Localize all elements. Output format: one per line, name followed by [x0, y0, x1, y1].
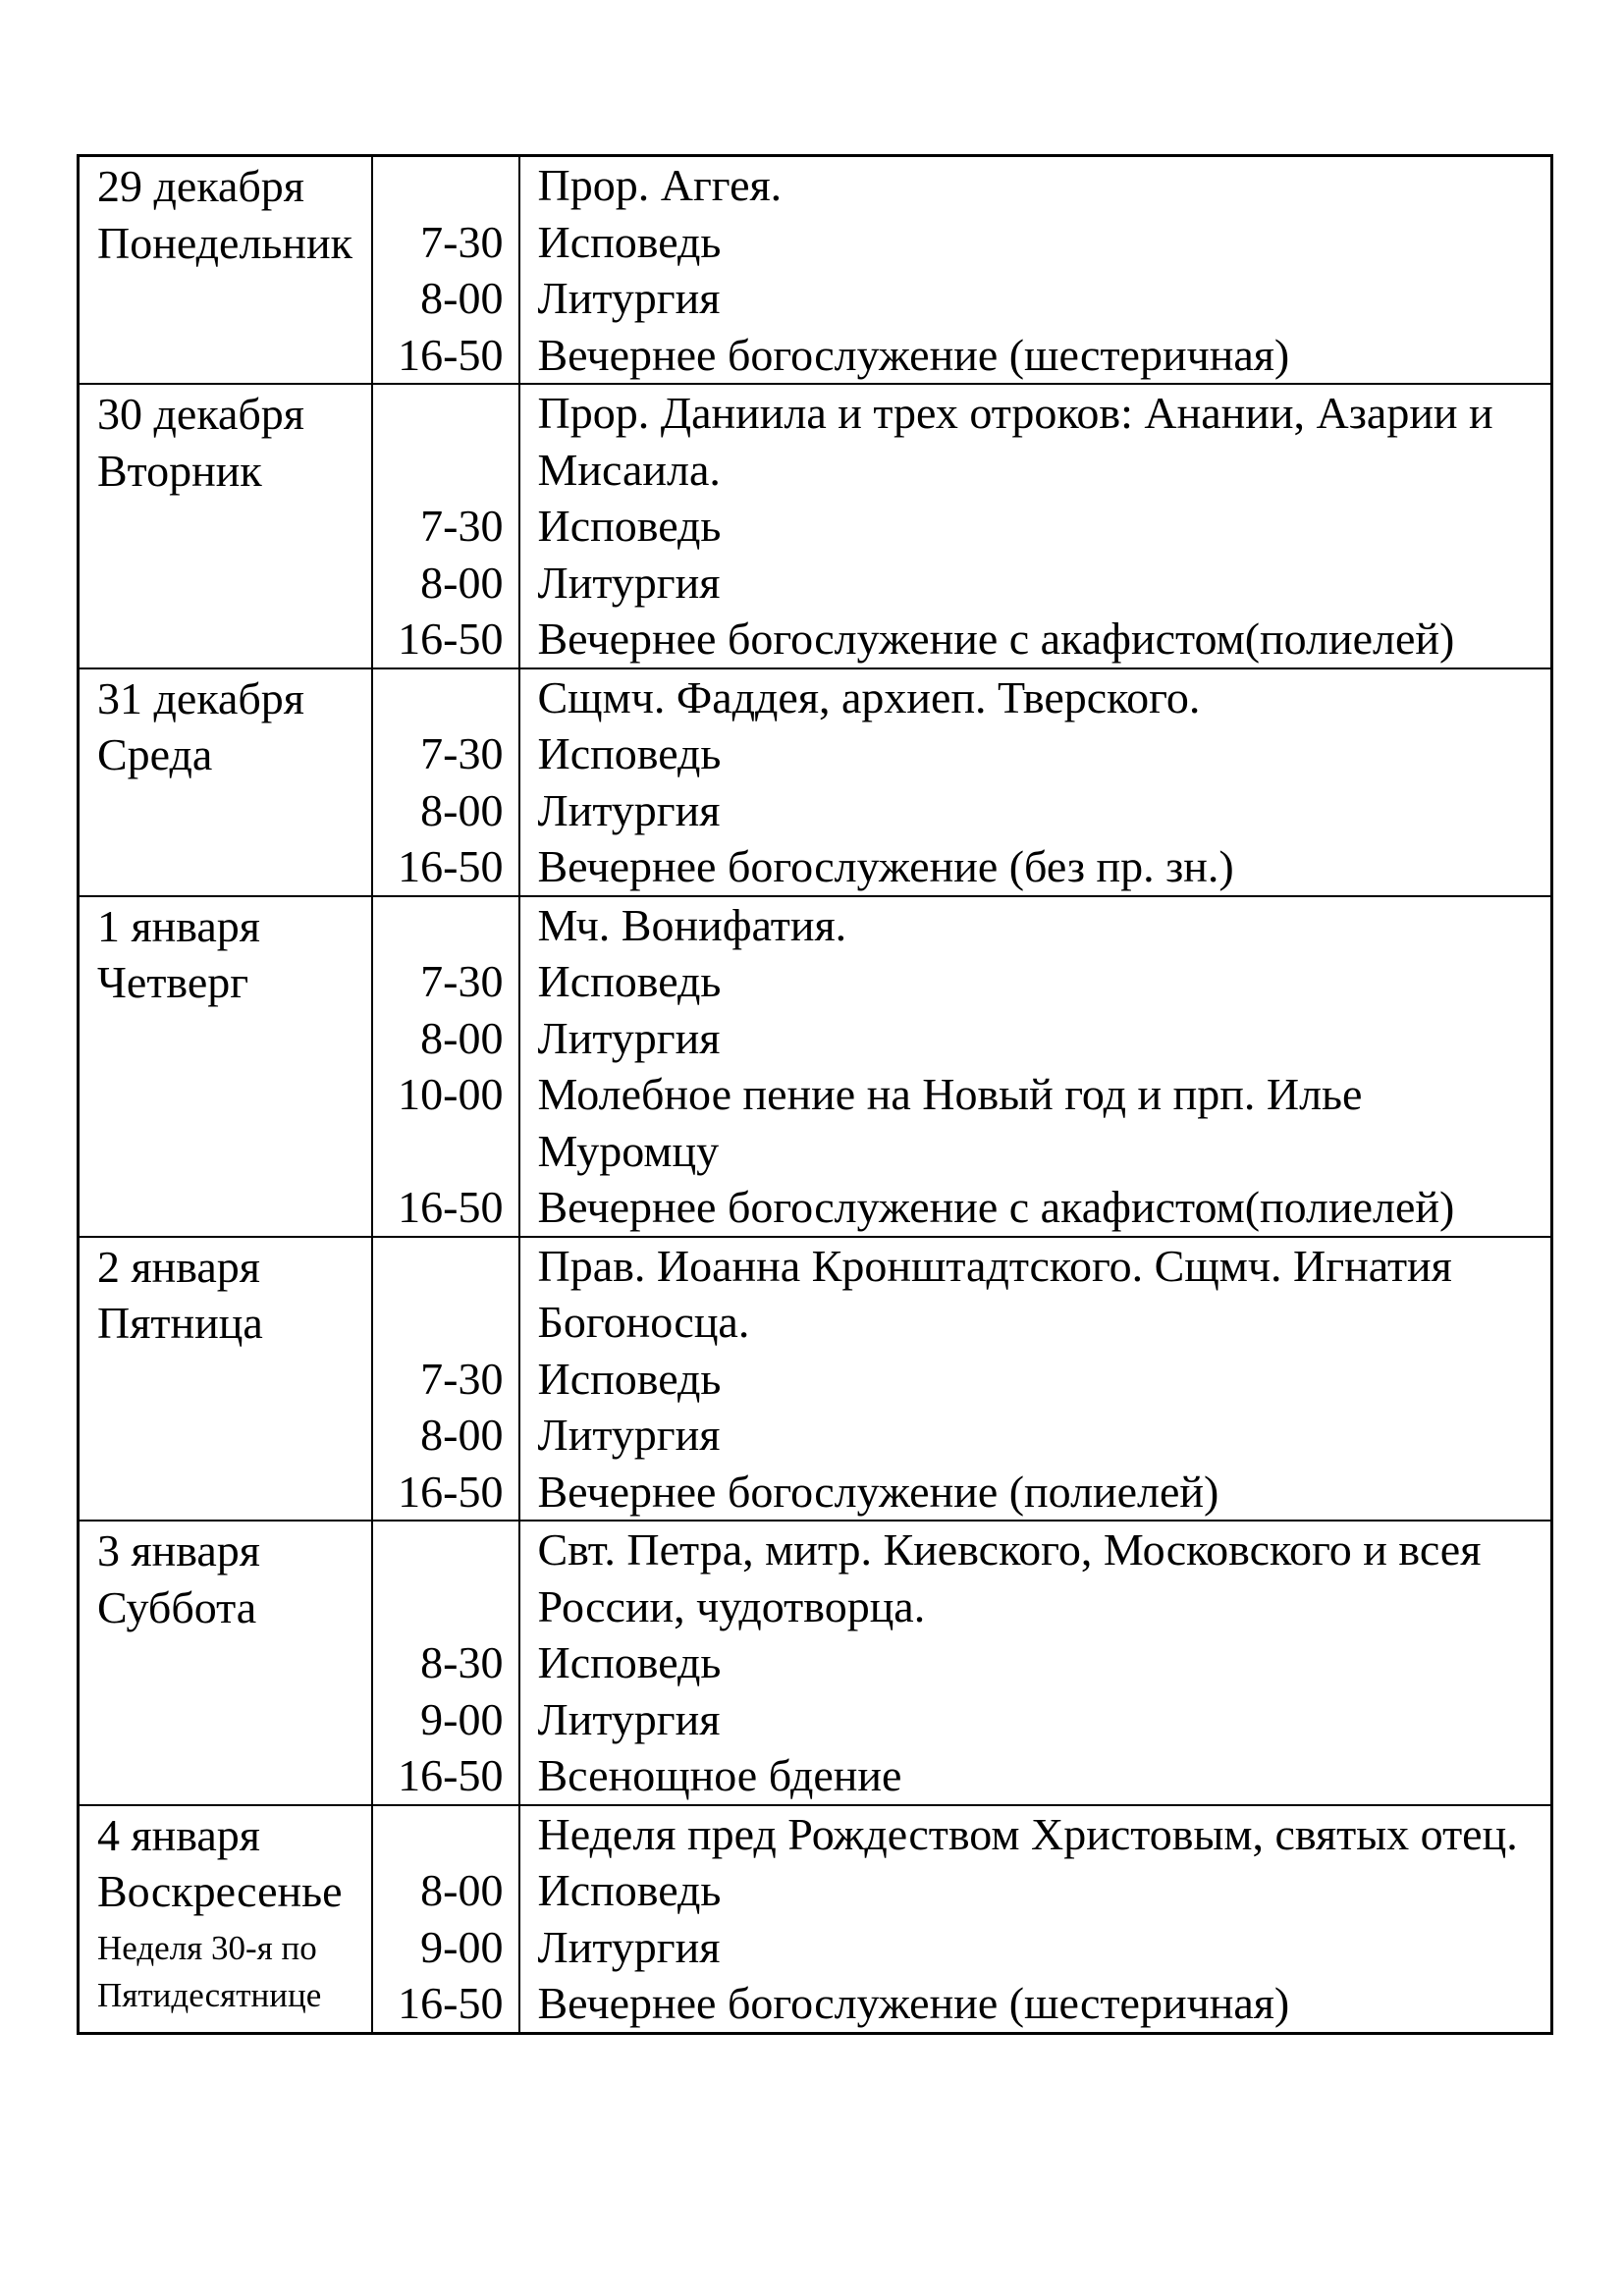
services-cell	[372, 896, 1552, 1237]
service-time: 8-00	[373, 782, 520, 839]
service-text: Прор. Даниила и трех отроков: Анании, Азарии и Мисаила.	[537, 388, 1493, 495]
service-entry	[373, 1975, 1551, 2032]
service-entry	[373, 953, 1551, 1010]
service-text: Прав. Иоанна Кронштадтского. Сщмч. Игнатия Богоносца.	[537, 1240, 1452, 1347]
service-text: Исповедь	[537, 956, 722, 1006]
weekday-text: Пятница	[97, 1298, 263, 1348]
service-text: Вечернее богослужение с акафистом(полиелей)	[537, 1182, 1455, 1232]
service-entry	[373, 611, 1551, 667]
service-time: 8-00	[373, 1862, 520, 1919]
date-cell	[79, 384, 372, 668]
service-text: Вечернее богослужение (шестеричная)	[537, 329, 1290, 380]
service-entry	[373, 385, 1551, 498]
service-text: Исповедь	[537, 728, 722, 778]
service-entry	[373, 327, 1551, 384]
service-text: Исповедь	[537, 501, 722, 551]
service-text: Вечернее богослужение (без пр. зн.)	[537, 841, 1234, 891]
service-time: 8-00	[373, 1010, 520, 1067]
service-text: Литургия	[537, 1012, 721, 1063]
service-entry	[373, 782, 1551, 839]
day-row	[79, 156, 1552, 385]
service-entry	[373, 725, 1551, 782]
service-entry	[373, 498, 1551, 555]
service-time: 8-00	[373, 270, 520, 327]
service-text: Вечернее богослужение (шестеричная)	[537, 1978, 1290, 2028]
service-text: Литургия	[537, 1693, 721, 1744]
service-time	[373, 385, 520, 498]
service-time: 8-00	[373, 555, 520, 612]
services-cell	[372, 668, 1552, 896]
service-time: 7-30	[373, 498, 520, 555]
service-text: Литургия	[537, 784, 721, 835]
service-text: Вечернее богослужение (полиелей)	[537, 1466, 1219, 1517]
date-text: 30 декабря	[97, 389, 304, 439]
date-cell	[79, 896, 372, 1237]
day-row	[79, 1521, 1552, 1805]
service-time: 16-50	[373, 327, 520, 384]
service-entry	[373, 1010, 1551, 1067]
date-text: 3 января	[97, 1525, 260, 1575]
date-text: 29 декабря	[97, 161, 304, 211]
service-entry	[373, 1522, 1551, 1634]
service-entry	[373, 1238, 1551, 1351]
weekday-text: Воскресенье	[97, 1866, 343, 1916]
service-time	[373, 897, 520, 954]
service-time	[373, 669, 520, 726]
services-cell	[372, 1521, 1552, 1805]
date-cell	[79, 156, 372, 385]
weekday-text: Вторник	[97, 445, 262, 496]
service-text: Всенощное бдение	[537, 1750, 902, 1800]
service-entry	[373, 897, 1551, 954]
service-time: 16-50	[373, 1464, 520, 1521]
services-cell	[372, 1805, 1552, 2034]
service-text: Молебное пение на Новый год и прп. Илье Муромцу	[537, 1069, 1363, 1176]
service-time: 16-50	[373, 1179, 520, 1236]
service-time	[373, 1238, 520, 1351]
weekday-text: Четверг	[97, 957, 249, 1007]
service-entry	[373, 1919, 1551, 1976]
service-entry	[373, 1464, 1551, 1521]
service-text: Неделя пред Рождеством Христовым, святых отец.	[537, 1808, 1518, 1859]
service-text: Литургия	[537, 1410, 721, 1460]
service-text: Прор. Аггея.	[537, 160, 783, 210]
day-row	[79, 896, 1552, 1237]
date-text: 2 января	[97, 1241, 260, 1292]
weekday-text: Среда	[97, 729, 213, 779]
service-time: 9-00	[373, 1919, 520, 1976]
service-time: 16-50	[373, 1747, 520, 1804]
day-row	[79, 1805, 1552, 2034]
schedule-body	[79, 156, 1552, 2034]
service-text: Исповедь	[537, 1353, 722, 1404]
service-entry	[373, 1862, 1551, 1919]
week-note-text: Неделя 30-я по Пятидесятнице	[97, 1928, 322, 2014]
service-text: Исповедь	[537, 1637, 722, 1687]
service-time: 7-30	[373, 725, 520, 782]
service-entry	[373, 1634, 1551, 1691]
services-cell	[372, 156, 1552, 385]
service-time: 9-00	[373, 1691, 520, 1748]
day-row	[79, 668, 1552, 896]
service-time	[373, 1522, 520, 1634]
service-entry	[373, 1806, 1551, 1863]
service-entry	[373, 1747, 1551, 1804]
service-text: Исповедь	[537, 216, 722, 267]
service-entry	[373, 1066, 1551, 1179]
service-text: Литургия	[537, 273, 721, 323]
service-time: 7-30	[373, 953, 520, 1010]
service-time: 8-00	[373, 1407, 520, 1464]
service-text: Литургия	[537, 1921, 721, 1972]
service-entry	[373, 669, 1551, 726]
service-time: 10-00	[373, 1066, 520, 1179]
service-entry	[373, 838, 1551, 895]
date-cell	[79, 1521, 372, 1805]
service-text: Литургия	[537, 557, 721, 608]
service-time: 7-30	[373, 1351, 520, 1408]
schedule-table	[77, 154, 1553, 2035]
service-time: 8-30	[373, 1634, 520, 1691]
service-entry	[373, 1407, 1551, 1464]
services-cell	[372, 1237, 1552, 1522]
service-text: Свт. Петра, митр. Киевского, Московского и всея России, чудотворца.	[537, 1524, 1482, 1631]
service-entry	[373, 1351, 1551, 1408]
date-cell	[79, 1805, 372, 2034]
date-cell	[79, 1237, 372, 1522]
day-row	[79, 384, 1552, 668]
services-cell	[372, 384, 1552, 668]
service-entry	[373, 157, 1551, 214]
service-text: Вечернее богослужение с акафистом(полиелей)	[537, 614, 1455, 664]
date-cell	[79, 668, 372, 896]
service-time	[373, 157, 520, 214]
date-text: 1 января	[97, 900, 260, 951]
service-text: Сщмч. Фаддея, архиеп. Тверского.	[537, 671, 1201, 722]
weekday-text: Суббота	[97, 1581, 257, 1632]
service-entry	[373, 555, 1551, 612]
service-entry	[373, 214, 1551, 271]
service-time: 16-50	[373, 838, 520, 895]
service-text: Мч. Вонифатия.	[537, 899, 847, 950]
service-time: 16-50	[373, 611, 520, 667]
weekday-text: Понедельник	[97, 217, 352, 268]
service-entry	[373, 270, 1551, 327]
service-entry	[373, 1179, 1551, 1236]
service-entry	[373, 1691, 1551, 1748]
service-time: 7-30	[373, 214, 520, 271]
date-text: 4 января	[97, 1809, 260, 1860]
day-row	[79, 1237, 1552, 1522]
service-time	[373, 1806, 520, 1863]
date-text: 31 декабря	[97, 672, 304, 723]
service-time: 16-50	[373, 1975, 520, 2032]
service-text: Исповедь	[537, 1865, 722, 1915]
